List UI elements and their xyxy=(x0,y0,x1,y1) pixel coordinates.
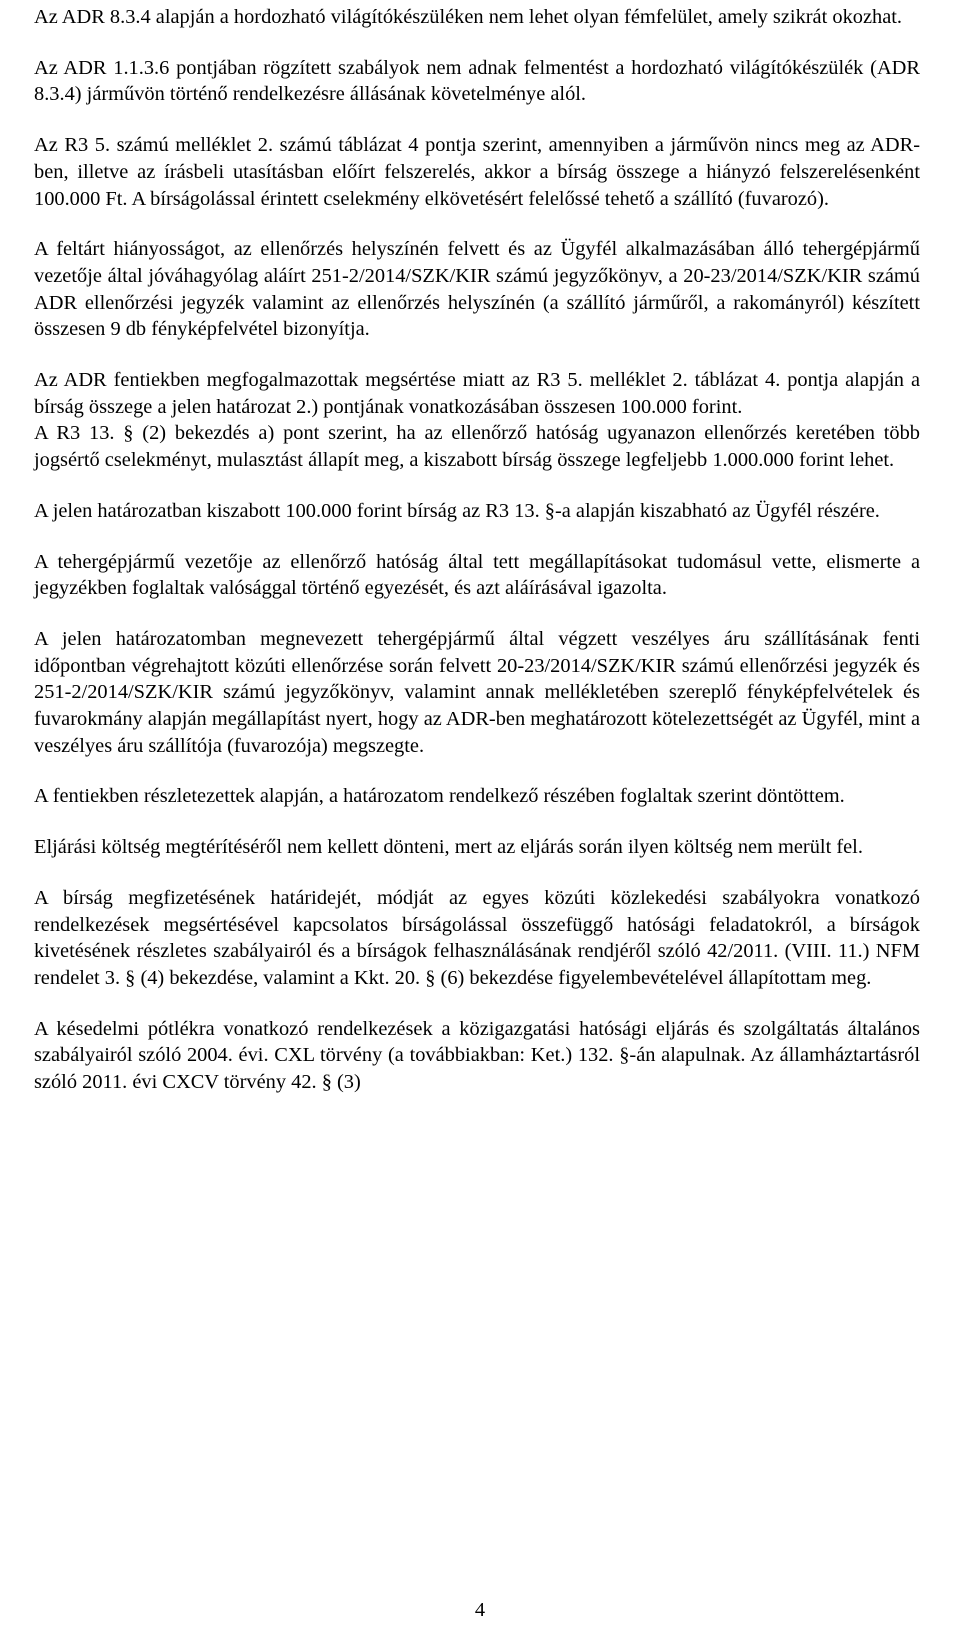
paragraph: A jelen határozatban kiszabott 100.000 forint bírság az R3 13. §-a alapján kiszabható az Ügyfél részére. xyxy=(34,499,880,522)
paragraph-block-9 xyxy=(34,783,920,810)
paragraph: Az ADR 8.3.4 alapján a hordozható világítókészüléken nem lehet olyan fémfelület, amely szikrát okozhat. xyxy=(34,6,903,28)
paragraph: A feltárt hiányosságot, az ellenőrzés helyszínén felvett és az Ügyfél alkalmazásában álló tehergépjármű vezetője által jóváhagyólag aláírt 251-2/2014/SZK/KIR számú jegyzőkönyv, a 20-23/2014/SZK/KIR számú ADR ellenőrzési jegyzék valamint az ellenőrzés helyszínén (a szállító járműről, a rakományról) készített összesen 9 db fényképfelvétel bizonyítja. xyxy=(34,238,920,341)
paragraph: A fentiekben részletezettek alapján, a határozatom rendelkező részében foglaltak szerint döntöttem. xyxy=(34,785,845,808)
paragraph: Az R3 5. számú melléklet 2. számú táblázat 4 pontja szerint, amennyiben a járművön nincs meg az ADR-ben, illetve az írásbeli utasításban előírt felszerelés, akkor a bírság összege a hiányzó felszerelésenként 100.000 Ft. A bírságolással érintett cselekmény elkövetésért felelőssé tehető a szállító (fuvarozó). xyxy=(34,134,920,210)
paragraph-block-1 xyxy=(34,4,920,31)
paragraph-block-6 xyxy=(34,498,920,525)
document-page xyxy=(34,4,920,1120)
paragraph: A jelen határozatomban megnevezett tehergépjármű által végzett veszélyes áru szállításának fenti időpontban végrehajtott közúti ellenőrzése során felvett 20-23/2014/SZK/KIR számú ellenőrzési jegyzék és 251-2/2014/SZK/KIR számú jegyzőkönyv, valamint annak mellékletében szereplő fényképfelvételek és fuvarokmány alapján megállapítást nyert, hogy az ADR-ben meghatározott kötelezettségét az Ügyfél, mint a veszélyes áru szállítója (fuvarozója) megszegte. xyxy=(34,627,920,757)
paragraph: A tehergépjármű vezetője az ellenőrző hatóság által tett megállapításokat tudomásul vette, elismerte a jegyzékben foglaltak valósággal történő egyezését, és azt aláírásával igazolta. xyxy=(34,550,920,600)
paragraph-block-11 xyxy=(34,885,920,992)
paragraph-block-7 xyxy=(34,549,920,602)
page-number: 4 xyxy=(474,1599,486,1621)
paragraph-block-4 xyxy=(34,236,920,343)
paragraph: A bírság megfizetésének határidejét, módját az egyes közúti közlekedési szabályokra vonatkozó rendelkezések megsértésével kapcsolatos bírságolással összefüggő hatósági feladatokról, a bírságok kivetésének részletes szabályairól és a bírságok felhasználásának rendjéről szóló 42/2011. (VIII. 11.) NFM rendelet 3. § (4) bekezdése, valamint a Kkt. 20. § (6) bekezdése figyelembevételével állapítottam meg. xyxy=(34,886,920,989)
paragraph-block-8 xyxy=(34,626,920,760)
paragraph-block-3 xyxy=(34,132,920,212)
paragraph: Eljárási költség megtérítéséről nem kellett dönteni, mert az eljárás során ilyen költség nem merült fel. xyxy=(34,836,863,859)
paragraph: A késedelmi pótlékra vonatkozó rendelkezések a közigazgatási hatósági eljárás és szolgáltatás általános szabályairól szóló 2004. évi. CXL törvény (a továbbiakban: Ket.) 132. §-án alapulnak. Az államháztartásról szóló 2011. évi CXCV törvény 42. § (3) xyxy=(34,1017,920,1094)
paragraph: Az ADR 1.1.3.6 pontjában rögzített szabályok nem adnak felmentést a hordozható világítókészülék (ADR 8.3.4) járművön történő rendelkezésre állásának követelménye alól. xyxy=(34,56,920,106)
paragraph: Az ADR fentiekben megfogalmazottak megsértése miatt az R3 5. melléklet 2. táblázat 4. pontja alapján a bírság összege a jelen határozat 2.) pontjának vonatkozásában összesen 100.000 forint. xyxy=(34,369,920,418)
paragraph-block-2 xyxy=(34,55,920,108)
paragraph-block-5 xyxy=(34,367,920,474)
paragraph: A R3 13. § (2) bekezdés a) pont szerint, ha az ellenőrző hatóság ugyanazon ellenőrzés keretében több jogsértő cselekményt, mulasztást állapít meg, a kiszabott bírság összege legfeljebb 1.000.000 forint lehet. xyxy=(34,422,920,472)
paragraph-block-12 xyxy=(34,1016,920,1096)
paragraph-block-10 xyxy=(34,834,920,861)
